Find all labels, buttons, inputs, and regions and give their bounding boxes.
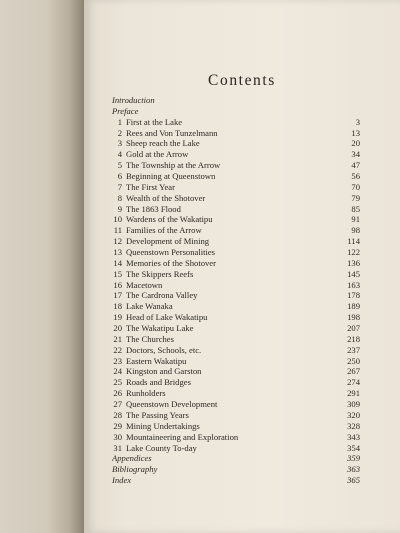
page-number: 309: [347, 399, 360, 410]
chapter-title: The Passing Years: [126, 409, 189, 420]
toc-entry: [112, 421, 360, 432]
toc-entry: [112, 475, 360, 486]
toc-entry: [112, 388, 360, 399]
page-number: 274: [347, 377, 360, 388]
page-number: 56: [351, 171, 360, 182]
page-number: 136: [347, 257, 360, 268]
page-number: 163: [347, 279, 360, 290]
page-number: 250: [347, 355, 360, 366]
chapter-number: 15: [113, 268, 122, 279]
chapter-number: 12: [113, 236, 122, 247]
chapter-number: 17: [113, 290, 122, 301]
chapter-number: 27: [113, 399, 122, 410]
chapter-title: Eastern Wakatipu: [126, 355, 187, 366]
toc-entry: [112, 366, 360, 377]
chapter-title: Lake County To-day: [126, 442, 197, 453]
chapter-title: Wardens of the Wakatipu: [126, 214, 213, 225]
toc-entry: [112, 312, 360, 323]
toc-entry: [112, 247, 360, 258]
chapter-number: 16: [113, 279, 122, 290]
chapter-title: Introduction: [112, 95, 155, 105]
toc-entry: [112, 149, 360, 160]
toc-entry: [112, 128, 360, 139]
page-number: 178: [347, 290, 360, 301]
toc-entry: [112, 399, 360, 410]
table-of-contents: [112, 95, 360, 486]
chapter-number: 14: [113, 257, 122, 268]
page-number: 145: [347, 268, 360, 279]
chapter-title: Bibliography: [112, 464, 158, 475]
page-number: 91: [351, 214, 360, 225]
chapter-title: The First Year: [126, 181, 175, 192]
chapter-title: The Churches: [126, 333, 174, 344]
page-number: 20: [351, 138, 360, 149]
page-number: 3: [355, 116, 360, 127]
chapter-title: Sheep reach the Lake: [126, 138, 200, 149]
page-number: 98: [351, 225, 360, 236]
page-number: 237: [347, 344, 360, 355]
page-number: 85: [351, 203, 360, 214]
chapter-number: 31: [113, 442, 122, 453]
page-number: 328: [347, 420, 360, 431]
chapter-title: The 1863 Flood: [126, 203, 181, 214]
chapter-number: 9: [117, 203, 122, 214]
toc-entry: [112, 356, 360, 367]
chapter-number: 21: [113, 333, 122, 344]
page-number: 218: [347, 333, 360, 344]
chapter-title: Kingston and Garston: [126, 366, 202, 377]
chapter-title: Index: [112, 475, 132, 486]
chapter-title: Memories of the Shotover: [126, 257, 216, 268]
book-spine-margin: [0, 0, 84, 533]
toc-entry: [112, 106, 360, 117]
page-number: 47: [351, 160, 360, 171]
chapter-number: 20: [113, 323, 122, 334]
toc-entry: [112, 323, 360, 334]
chapter-number: 24: [113, 366, 122, 377]
chapter-number: 26: [113, 388, 122, 399]
toc-entry: [112, 182, 360, 193]
chapter-number: 29: [113, 420, 122, 431]
toc-entry: [112, 345, 360, 356]
chapter-title: Beginning at Queenstown: [126, 171, 216, 182]
chapter-number: 23: [113, 355, 122, 366]
page-number: 354: [347, 442, 360, 453]
toc-entry: [112, 204, 360, 215]
chapter-title: Families of the Arrow: [126, 225, 202, 236]
chapter-title: Mountaineering and Exploration: [126, 431, 239, 442]
page-number: 122: [347, 247, 360, 258]
toc-entry: [112, 464, 360, 475]
toc-entry: [112, 236, 360, 247]
chapter-title: Wealth of the Shotover: [126, 192, 206, 203]
chapter-title: Queenstown Development: [126, 399, 218, 410]
chapter-title: First at the Lake: [126, 116, 183, 127]
chapter-number: 18: [113, 301, 122, 312]
page-number: 365: [347, 475, 360, 486]
toc-entry: [112, 443, 360, 454]
toc-entry: [112, 117, 360, 128]
chapter-title: Head of Lake Wakatipu: [126, 312, 208, 323]
chapter-title: Rees and Von Tunzelmann: [126, 127, 218, 138]
chapter-number: 13: [113, 247, 122, 258]
chapter-number: 5: [117, 160, 122, 171]
page-number: 13: [351, 127, 360, 138]
toc-entry: [112, 258, 360, 269]
page-number: 343: [347, 431, 360, 442]
chapter-title: Lake Wanaka: [126, 301, 173, 312]
chapter-number: 28: [113, 409, 122, 420]
contents-heading: Contents: [208, 72, 276, 89]
toc-entry: [112, 160, 360, 171]
chapter-title: Runholders: [126, 388, 166, 399]
toc-entry: [112, 453, 360, 464]
chapter-number: 3: [117, 138, 122, 149]
chapter-title: Queenstown Personalities: [126, 247, 216, 258]
book-page: [84, 0, 400, 533]
chapter-title: Macetown: [126, 279, 163, 290]
toc-entry: [112, 214, 360, 225]
toc-entry: [112, 225, 360, 236]
page-number: 291: [347, 388, 360, 399]
page-number: 34: [351, 149, 360, 160]
toc-entry: [112, 290, 360, 301]
chapter-title: Gold at the Arrow: [126, 149, 189, 160]
chapter-title: Mining Undertakings: [126, 420, 200, 431]
chapter-number: 1: [117, 116, 122, 127]
page-number: 359: [347, 453, 360, 464]
toc-entry: [112, 171, 360, 182]
toc-entry: [112, 138, 360, 149]
chapter-number: 25: [113, 377, 122, 388]
page-number: 79: [351, 192, 360, 203]
page-number: 320: [347, 409, 360, 420]
chapter-number: 11: [113, 225, 122, 236]
chapter-number: 4: [117, 149, 122, 160]
toc-entry: [112, 377, 360, 388]
chapter-title: Roads and Bridges: [126, 377, 191, 388]
page-number: 267: [347, 366, 360, 377]
page-number: 70: [351, 181, 360, 192]
chapter-number: 30: [113, 431, 122, 442]
chapter-title: Development of Mining: [126, 236, 210, 247]
page-number: 189: [347, 301, 360, 312]
chapter-number: 7: [117, 181, 122, 192]
page-number: 114: [347, 236, 360, 247]
page-number: 198: [347, 312, 360, 323]
toc-entry: [112, 301, 360, 312]
chapter-number: 8: [117, 192, 122, 203]
toc-entry: [112, 410, 360, 421]
toc-entry: [112, 193, 360, 204]
page-number: 363: [347, 464, 360, 475]
chapter-number: 2: [117, 127, 122, 138]
chapter-number: 22: [113, 344, 122, 355]
toc-entry: [112, 432, 360, 443]
chapter-title: Preface: [112, 105, 139, 116]
chapter-number: 10: [113, 214, 122, 225]
chapter-title: The Cardrona Valley: [126, 290, 198, 301]
page-number: 207: [347, 323, 360, 334]
chapter-number: 19: [113, 312, 122, 323]
chapter-title: The Wakatipu Lake: [126, 323, 194, 334]
chapter-number: 6: [117, 171, 122, 182]
chapter-title: The Skippers Reefs: [126, 268, 194, 279]
toc-entry: [112, 95, 360, 106]
toc-entry: [112, 334, 360, 345]
chapter-title: The Township at the Arrow: [126, 160, 221, 171]
toc-entry: [112, 269, 360, 280]
chapter-title: Appendices: [112, 453, 152, 464]
chapter-title: Doctors, Schools, etc.: [126, 344, 202, 355]
toc-entry: [112, 280, 360, 291]
